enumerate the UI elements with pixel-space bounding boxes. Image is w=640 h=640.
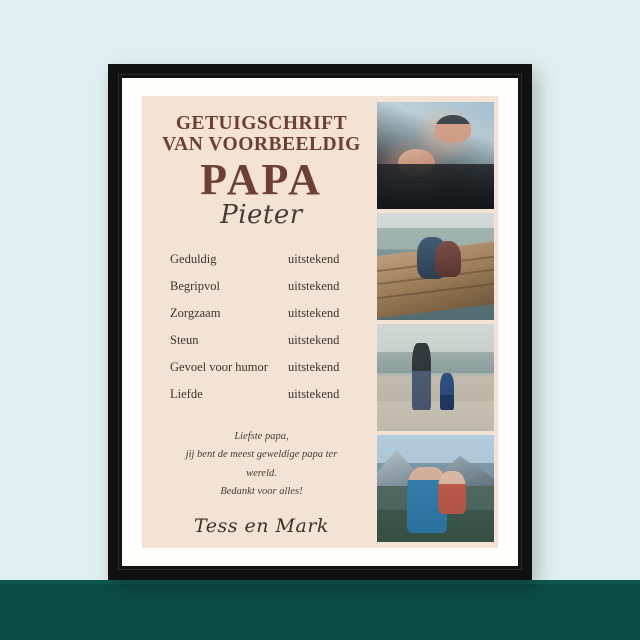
photo3-father xyxy=(412,343,431,409)
poster xyxy=(142,96,498,548)
message-line2: jij bent de meest geweldige papa ter wereld. xyxy=(185,449,338,479)
rating-row xyxy=(170,306,363,321)
rating-value: uitstekend xyxy=(288,359,340,374)
rating-row xyxy=(170,360,363,375)
rating-label: Gevoel voor humor xyxy=(170,359,268,374)
poster-text-column xyxy=(142,96,377,548)
rating-row xyxy=(170,252,363,267)
photo3-sea xyxy=(377,352,494,373)
photo4-child xyxy=(438,471,466,514)
rating-row xyxy=(170,387,363,402)
rating-row xyxy=(170,333,363,348)
rating-value: uitstekend xyxy=(288,251,340,266)
photo1-figure-a xyxy=(435,115,470,143)
floor xyxy=(0,580,640,640)
poster-signature: Tess en Mark xyxy=(194,515,329,538)
frame-mat xyxy=(122,78,518,566)
rating-label: Steun xyxy=(170,332,199,347)
photo-father-child-beach xyxy=(377,324,494,431)
photo-couple-laughing xyxy=(377,102,494,209)
poster-name: Pieter xyxy=(220,199,303,230)
rating-value: uitstekend xyxy=(288,386,340,401)
photo1-foreground xyxy=(377,164,494,209)
rating-label: Begripvol xyxy=(170,278,220,293)
rating-value: uitstekend xyxy=(288,278,340,293)
rating-label: Geduldig xyxy=(170,251,217,266)
poster-title-line1: GETUIGSCHRIFT xyxy=(175,113,348,134)
photo2-figure-b xyxy=(435,241,461,277)
photo2-plank xyxy=(377,282,494,300)
photo3-shading xyxy=(377,324,494,431)
photo-father-child-mountains xyxy=(377,435,494,542)
message-line1: Liefste papa, xyxy=(234,430,289,442)
message-line3: Bedankt voor alles! xyxy=(220,486,303,498)
rating-value: uitstekend xyxy=(288,332,340,347)
poster-photo-column xyxy=(377,96,498,548)
rating-label: Liefde xyxy=(170,386,203,401)
photo3-child xyxy=(440,373,454,409)
picture-frame xyxy=(108,64,532,580)
floor-edge xyxy=(0,580,640,584)
ratings-list xyxy=(156,252,367,402)
poster-message xyxy=(156,428,367,502)
rating-value: uitstekend xyxy=(288,305,340,320)
rating-label: Zorgzaam xyxy=(170,305,221,320)
poster-title-papa: PAPA xyxy=(200,154,323,204)
poster-title-line2: VAN VOORBEELDIG xyxy=(162,134,361,156)
rating-row xyxy=(170,279,363,294)
photo-couple-on-boat xyxy=(377,213,494,320)
